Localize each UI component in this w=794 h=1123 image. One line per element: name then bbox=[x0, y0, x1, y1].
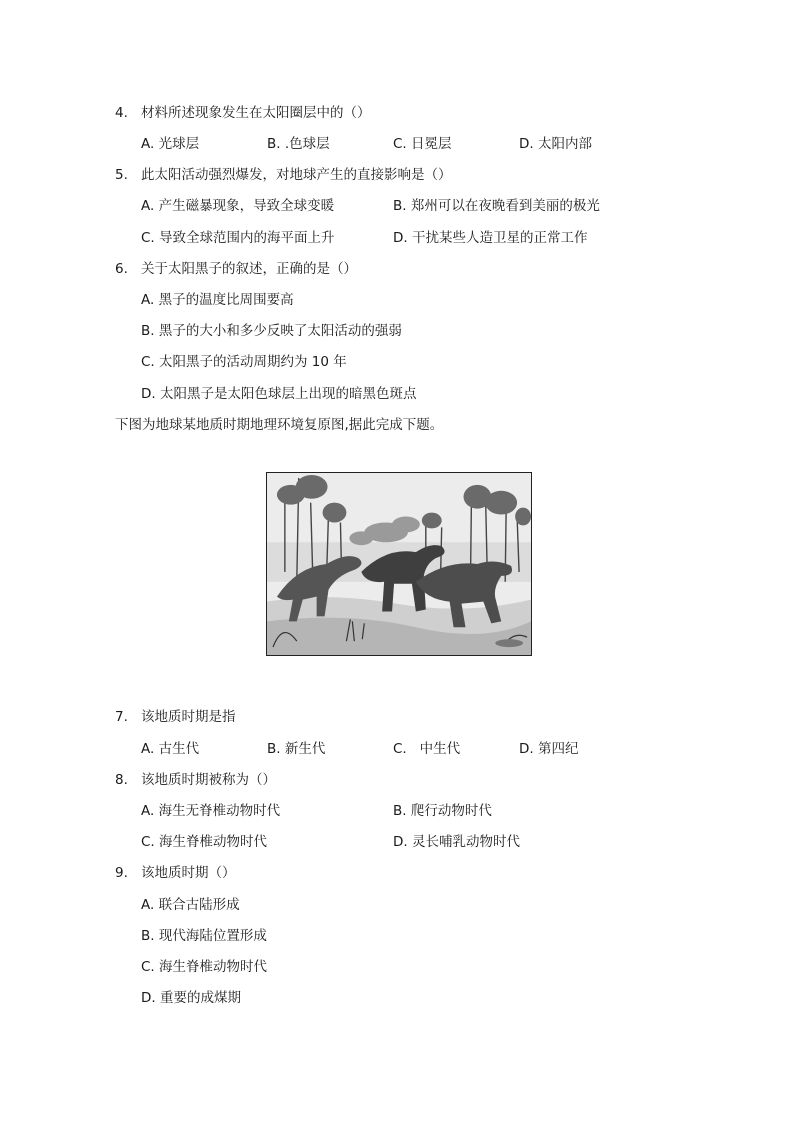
question-9-stem: 该地质时期（） bbox=[141, 865, 236, 881]
question-8-stem: 该地质时期被称为（） bbox=[141, 772, 276, 788]
question-6-number: 6. bbox=[115, 261, 128, 277]
question-4-option-c: C. 日冕层 bbox=[393, 136, 452, 152]
question-4-option-a: A. 光球层 bbox=[141, 136, 200, 152]
question-5-option-c: C. 导致全球范围内的海平面上升 bbox=[141, 230, 335, 246]
question-7-option-d: D. 第四纪 bbox=[519, 741, 579, 757]
question-6-option-c: C. 太阳黑子的活动周期约为 10 年 bbox=[141, 354, 347, 370]
question-5-number: 5. bbox=[115, 167, 128, 183]
question-8-option-d: D. 灵长哺乳动物时代 bbox=[393, 834, 520, 850]
question-9-number: 9. bbox=[115, 865, 128, 881]
question-7-stem: 该地质时期是指 bbox=[141, 709, 236, 725]
question-4-option-b: B. .色球层 bbox=[267, 136, 330, 152]
question-6-option-d: D. 太阳黑子是太阳色球层上出现的暗黑色斑点 bbox=[141, 386, 417, 402]
question-9-option-a: A. 联合古陆形成 bbox=[141, 897, 240, 913]
question-8-option-c: C. 海生脊椎动物时代 bbox=[141, 834, 268, 850]
question-9-option-b: B. 现代海陆位置形成 bbox=[141, 928, 267, 944]
question-7-option-b: B. 新生代 bbox=[267, 741, 326, 757]
question-8-option-a: A. 海生无脊椎动物时代 bbox=[141, 803, 281, 819]
question-5-stem: 此太阳活动强烈爆发，对地球产生的直接影响是（） bbox=[141, 167, 452, 183]
question-8-option-b: B. 爬行动物时代 bbox=[393, 803, 492, 819]
question-6-option-b: B. 黑子的大小和多少反映了太阳活动的强弱 bbox=[141, 323, 402, 339]
question-8-number: 8. bbox=[115, 772, 128, 788]
question-4-stem: 材料所述现象发生在太阳圈层中的（） bbox=[141, 105, 371, 121]
question-5-option-b: B. 郑州可以在夜晚看到美丽的极光 bbox=[393, 198, 600, 214]
question-6-option-a: A. 黑子的温度比周围要高 bbox=[141, 292, 294, 308]
question-7-option-a: A. 古生代 bbox=[141, 741, 200, 757]
question-9-option-d: D. 重要的成煤期 bbox=[141, 990, 241, 1006]
question-5-option-a: A. 产生磁暴现象，导致全球变暖 bbox=[141, 198, 335, 214]
question-9-option-c: C. 海生脊椎动物时代 bbox=[141, 959, 268, 975]
question-5-option-d: D. 干扰某些人造卫星的正常工作 bbox=[393, 230, 588, 246]
dinosaur-reconstruction-image bbox=[266, 472, 532, 656]
question-4-number: 4. bbox=[115, 105, 128, 121]
question-7-number: 7. bbox=[115, 709, 128, 725]
question-4-option-d: D. 太阳内部 bbox=[519, 136, 592, 152]
question-6-stem: 关于太阳黑子的叙述，正确的是（） bbox=[141, 261, 357, 277]
question-7-option-c: C. 中生代 bbox=[393, 741, 461, 757]
figure-intro-text: 下图为地球某地质时期地理环境复原图,据此完成下题。 bbox=[115, 417, 444, 433]
